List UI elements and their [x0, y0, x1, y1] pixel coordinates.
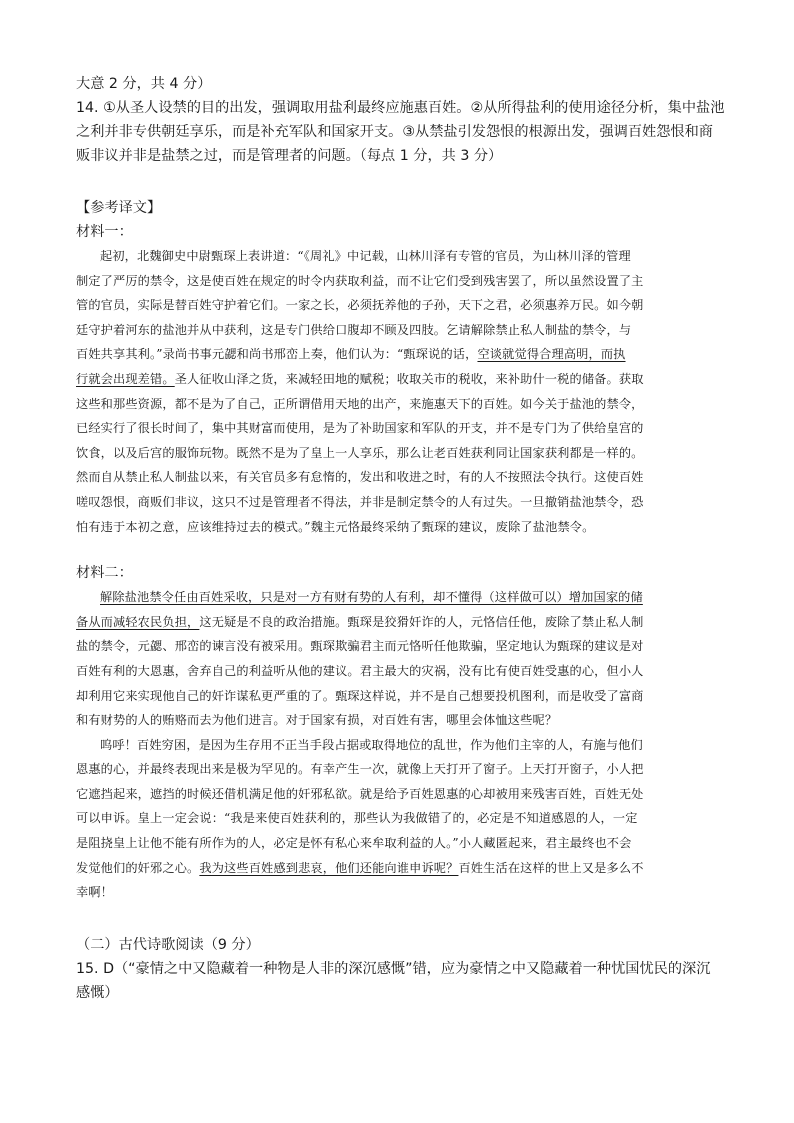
- text-line: [76, 856, 720, 881]
- section-title: （二）古代诗歌阅读（9 分）: [76, 936, 260, 953]
- text-line: 可以申诉。皇上一定会说：“我是来使百姓获利的，那些认为我做错了的，必定是不知道感恩的人，一定: [76, 811, 638, 826]
- text-line: 怕有违于本初之意，应该维持过去的模式。”魏主元恪最终采纳了甄琛的建议，废除了盐池禁令。: [76, 519, 595, 534]
- translation-heading: 【参考译文】: [76, 200, 162, 216]
- text-line: 嗟叹怨恨，商贩们非议，这只不过是管理者不得法，并非是制定禁令的人有过失。一旦撤销盐池禁令，恐: [76, 494, 644, 509]
- answer-14-line-1: 14. ①从圣人设禁的目的出发，强调取用盐利最终应施惠百姓。②从所得盐利的使用途径分析，集中盐池: [76, 100, 725, 116]
- text-span: 百姓生活在这样的世上又是多么不: [458, 860, 644, 875]
- text-line: 是阻挠皇上让他不能有所作为的人，必定是怀有私心来牟取利益的人。”小人藏匿起来，君主最终也不会: [76, 836, 632, 851]
- text-line: 已经实行了很长时间了，集中其财富而使用，是为了补助国家和军队的开支，并不是专门为了供给皇宫的: [76, 421, 644, 436]
- document-page: [76, 72, 725, 1005]
- underlined-text: 行就会出现差错。: [76, 371, 175, 386]
- underlined-text: 我为这些百姓感到悲哀，他们还能向谁申诉呢？: [199, 860, 459, 875]
- answer-14-line-2: 之利并非专供朝廷享乐，而是补充军队和国家开支。③从禁盐引发怨恨的根源出发，强调百姓怨恨和商: [76, 124, 713, 140]
- text-line: 它遮挡起来，遮挡的时候还借机满足他的奸邪私欲。就是给予百姓恩惠的心却被用来残害百姓，百姓无处: [76, 786, 644, 801]
- text-line: 百姓有利的大恩惠，舍弃自己的利益听从他的建议。君主最大的灾祸，没有比有使百姓受惠的心，但小人: [76, 663, 644, 678]
- text-line: 制定了严厉的禁令，这是使百姓在规定的时令内获取利益，而不让它们受到残害罢了，所以虽然设置了主: [76, 273, 644, 288]
- text-line: 盐的禁令，元勰、邢峦的谏言没有被采用。甄琛欺骗君主而元恪听任他欺骗，坚定地认为甄琛的建议是对: [76, 639, 644, 654]
- text-line: 然而自从禁止私人制盐以来，有关官员多有怠惰的，发出和收进之时，有的人不按照法令执行。这使百姓: [76, 470, 644, 485]
- text-line: [76, 610, 720, 635]
- text-span: 圣人征收山泽之货，来减轻田地的赋税；收取关市的税收，来补助什一税的储备。获取: [174, 371, 644, 386]
- text-line: 呜呼！百姓穷困，是因为生存用不正当手段占据或取得地位的乱世，作为他们主宰的人，有施与他们: [100, 737, 643, 752]
- text-line: 廷守护着河东的盐池并从中获利，这是专门供给口腹却不顾及四肢。乞请解除禁止私人制盐的禁令，与: [76, 322, 632, 337]
- material-1-title: 材料一：: [76, 224, 133, 240]
- underlined-text: 空谈就觉得合理高明，而执: [477, 347, 626, 362]
- text-line: 却利用它来实现他自己的奸诈谋私更严重的了。甄琛这样说，并不是自己想要投机图利，而是收受了富商: [76, 688, 644, 703]
- answer-14-line-3: 贩非议并非是盐禁之过，而是管理者的问题。（每点 1 分，共 3 分）: [76, 148, 503, 164]
- material-1-text: [76, 244, 720, 539]
- text-line: 这些和那些资源，都不是为了自己，正所谓借用天地的出产，来施惠天下的百姓。如今关于盐池的禁令，: [76, 396, 644, 411]
- underlined-line: 解除盐池禁令任由百姓采收，只是对一方有财有势的人有利，却不懂得（这样做可以）增加国家的储: [100, 590, 643, 605]
- text-line: [76, 367, 720, 392]
- text-line: [76, 342, 720, 367]
- underlined-text: 备从而减轻农民负担，: [76, 614, 200, 629]
- text-line: 幸啊！: [76, 885, 114, 900]
- text-line: 饮食，以及后宫的服饰玩物。既然不是为了皇上一人享乐，那么让老百姓获利同让国家获利都是一样的。: [76, 445, 644, 460]
- text-line: 起初，北魏御史中尉甄琛上表讲道：“《周礼》中记载，山林川泽有专管的官员，为山林川泽的管理: [100, 249, 631, 263]
- text-span: 发觉他们的奸邪之心。: [76, 860, 200, 875]
- text-line: 管的官员，实际是替百姓守护着它们。一家之长，必须抚养他的子孙，天下之君，必须惠养万民。如今朝: [76, 298, 644, 313]
- text-line: 恩惠的心，并最终表现出来是极为罕见的。有幸产生一次，就像上天打开了窗子。上天打开窗子，小人把: [76, 762, 644, 777]
- material-2-title: 材料二：: [76, 565, 133, 582]
- text-line: 和有财势的人的贿赂而去为他们进言。对于国家有损，对百姓有害，哪里会体恤这些呢？: [76, 713, 558, 728]
- text-span: 百姓共享其利。”录尚书事元勰和尚书邢峦上奏，他们认为：“甄琛说的话，: [76, 347, 478, 362]
- material-2-text: [76, 585, 720, 905]
- text-span: 这无疑是不良的政治措施。甄琛是狡猾奸诈的人，元恪信任他，废除了禁止私人制: [199, 614, 644, 629]
- answer-15-line-2: 感慨）: [76, 984, 119, 1001]
- answer-line: 大意 2 分，共 4 分）: [76, 76, 212, 92]
- answer-15-line-1: 15. D（“豪情之中又隐藏着一种物是人非的深沉感慨”错，应为豪情之中又隐藏着一种忧国忧民的深沉: [76, 960, 711, 977]
